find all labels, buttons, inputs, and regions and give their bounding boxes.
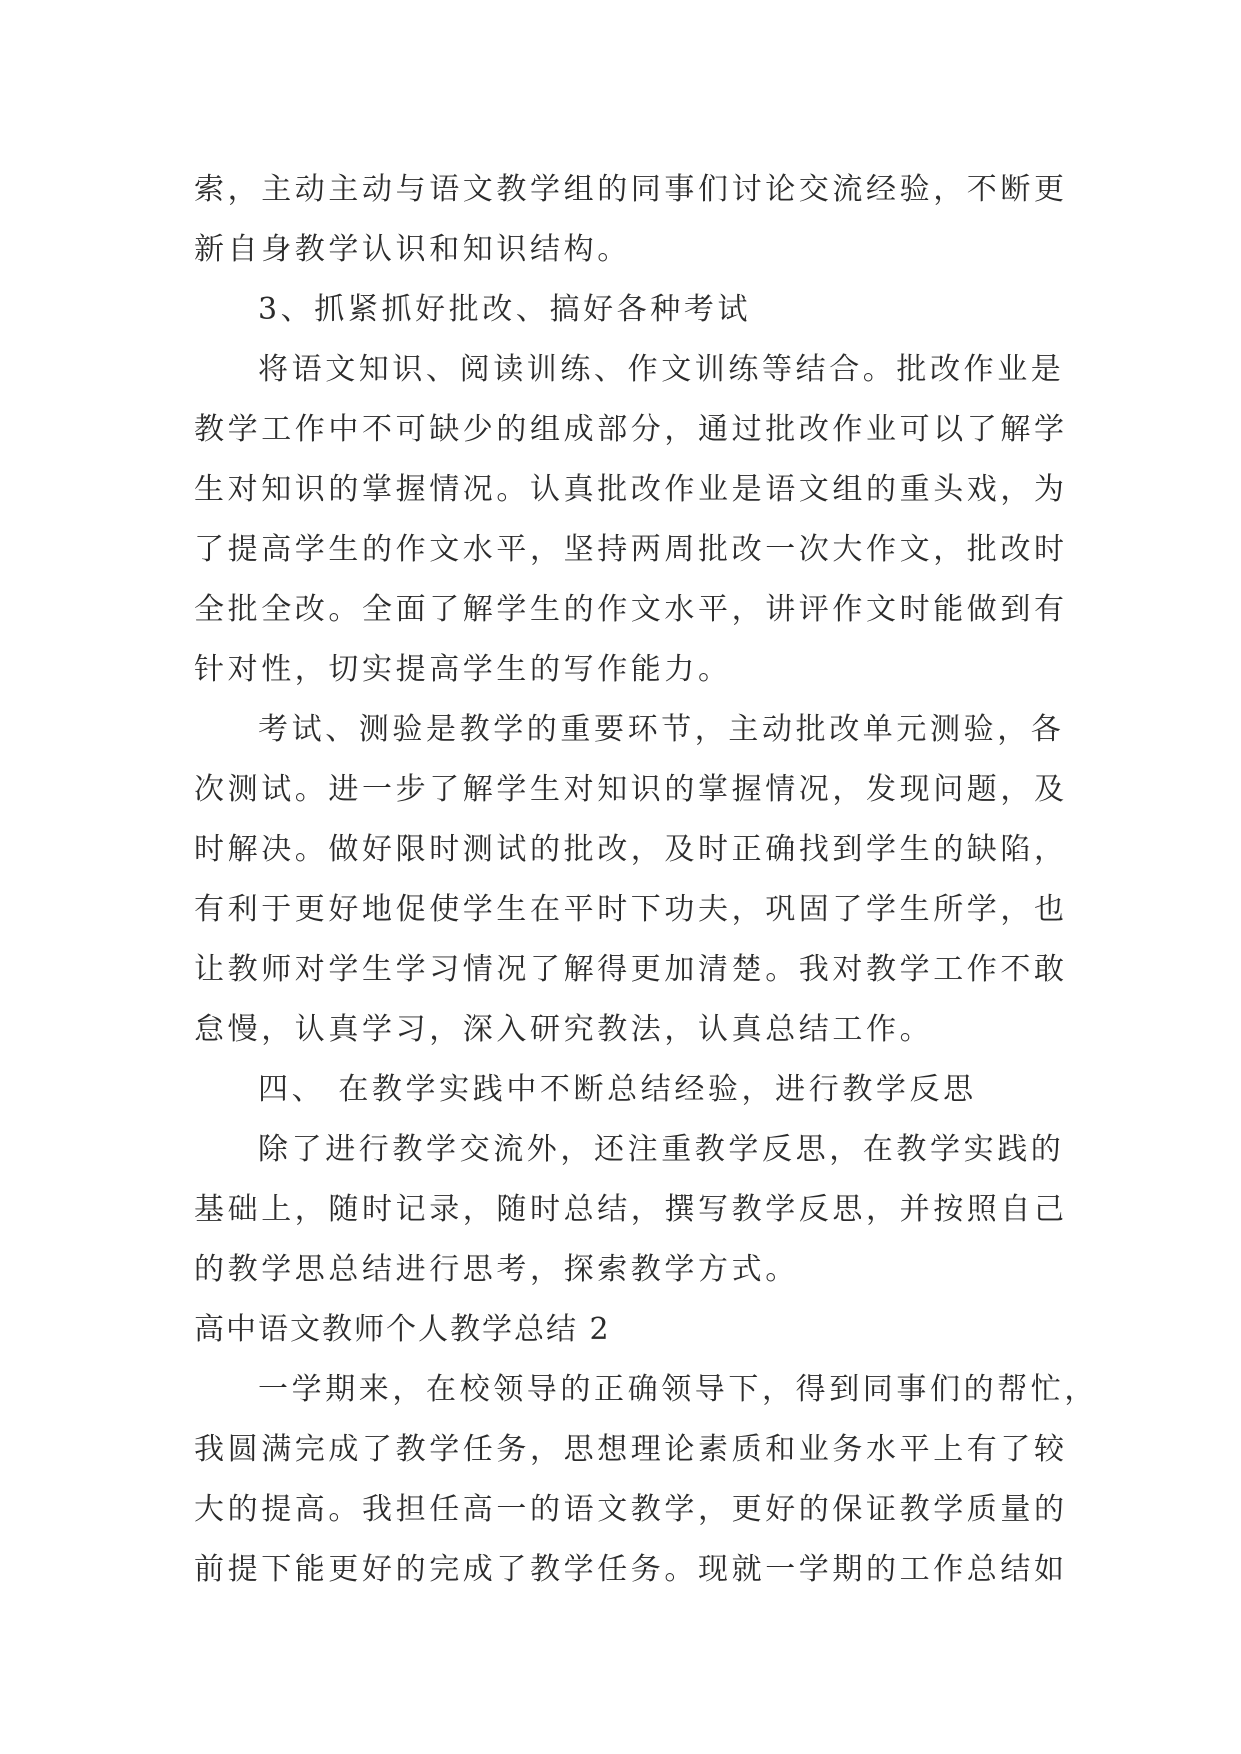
text-line: 时解决。做好限时测试的批改，及时正确找到学生的缺陷，	[194, 832, 1068, 867]
text-line: 了提高学生的作文水平，坚持两周批改一次大作文，批改时	[194, 532, 1068, 567]
text-line: 教学工作中不可缺少的组成部分，通过批改作业可以了解学	[194, 412, 1068, 447]
text-line: 基础上，随时记录，随时总结，撰写教学反思，并按照自己	[194, 1192, 1068, 1227]
text-line: 次测试。进一步了解学生对知识的掌握情况，发现问题，及	[194, 772, 1068, 807]
text-line: 除了进行教学交流外，还注重教学反思，在教学实践的	[258, 1132, 1065, 1167]
text-line: 大的提高。我担任高一的语文教学，更好的保证教学质量的	[194, 1492, 1068, 1527]
text-line: 全批全改。全面了解学生的作文水平，讲评作文时能做到有	[194, 592, 1068, 627]
text-line: 的教学思总结进行思考，探索教学方式。	[194, 1252, 799, 1287]
document-body	[194, 160, 1098, 1600]
text-line: 生对知识的掌握情况。认真批改作业是语文组的重头戏，为	[194, 472, 1068, 507]
text-line: 新自身教学认识和知识结构。	[194, 232, 631, 267]
text-line: 怠慢，认真学习，深入研究教法，认真总结工作。	[194, 1012, 934, 1047]
text-line: 我圆满完成了教学任务，思想理论素质和业务水平上有了较	[194, 1432, 1068, 1467]
text-line: 将语文知识、阅读训练、作文训练等结合。批改作业是	[258, 352, 1065, 387]
section-title: 高中语文教师个人教学总结 2	[194, 1312, 611, 1347]
subheading-line: 四、 在教学实践中不断总结经验，进行教学反思	[258, 1072, 977, 1107]
text-line: 前提下能更好的完成了教学任务。现就一学期的工作总结如	[194, 1552, 1068, 1587]
text-line: 有利于更好地促使学生在平时下功夫，巩固了学生所学，也	[194, 892, 1068, 927]
text-line: 一学期来，在校领导的正确领导下，得到同事们的帮忙，	[258, 1372, 1098, 1407]
text-line: 让教师对学生学习情况了解得更加清楚。我对教学工作不敢	[194, 952, 1068, 987]
subheading-line: 3、抓紧抓好批改、搞好各种考试	[258, 292, 752, 327]
text-line: 索，主动主动与语文教学组的同事们讨论交流经验，不断更	[194, 172, 1068, 207]
text-line: 考试、测验是教学的重要环节，主动批改单元测验，各	[258, 712, 1065, 747]
text-line: 针对性，切实提高学生的写作能力。	[194, 652, 732, 687]
